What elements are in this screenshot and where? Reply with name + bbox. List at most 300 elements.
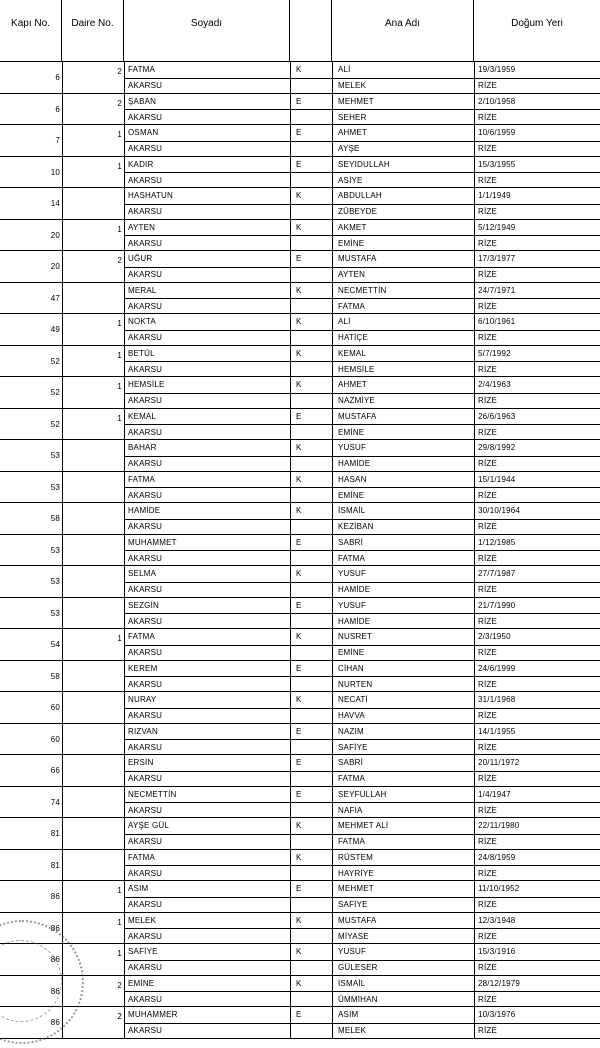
row-divider bbox=[124, 78, 600, 79]
mother-name: FATMA bbox=[338, 774, 366, 783]
gender: K bbox=[296, 915, 302, 925]
kapi-no: 60 bbox=[50, 734, 60, 744]
table-row bbox=[0, 629, 600, 661]
daire-no: 2 bbox=[117, 256, 122, 265]
father-name: NECATİ bbox=[338, 695, 368, 704]
mother-name: AYŞE bbox=[338, 144, 360, 153]
row-divider bbox=[124, 676, 600, 677]
table-row bbox=[0, 472, 600, 504]
father-name: İSMAİL bbox=[338, 506, 366, 515]
gender: K bbox=[296, 947, 302, 956]
birth-date: 10/6/1959 bbox=[478, 128, 516, 137]
column-divider bbox=[124, 661, 125, 693]
birth-date: 2/10/1958 bbox=[478, 96, 516, 106]
birth-place: RİZE bbox=[478, 868, 498, 878]
column-divider bbox=[474, 94, 475, 126]
kapi-no: 53 bbox=[50, 608, 60, 618]
column-divider bbox=[124, 220, 125, 252]
mother-name: MİYASE bbox=[338, 931, 369, 941]
column-divider bbox=[290, 661, 291, 693]
table-row bbox=[0, 188, 600, 220]
column-divider bbox=[474, 1007, 475, 1039]
birth-date: 1/1/1949 bbox=[478, 191, 511, 200]
column-divider bbox=[290, 157, 291, 189]
birth-place: RİZE bbox=[478, 238, 498, 248]
column-divider bbox=[332, 566, 333, 598]
column-divider bbox=[62, 314, 63, 346]
birth-place: RİZE bbox=[478, 270, 498, 279]
gender: E bbox=[296, 128, 302, 137]
column-divider bbox=[62, 881, 63, 913]
mother-name: FATMA bbox=[338, 301, 366, 311]
column-divider bbox=[474, 62, 475, 94]
header-cinsiyet bbox=[290, 0, 332, 62]
daire-no: 2 bbox=[117, 1012, 122, 1021]
column-divider bbox=[290, 1007, 291, 1039]
gender: E bbox=[296, 96, 302, 106]
column-divider bbox=[332, 692, 333, 724]
surname: AKARSU bbox=[128, 774, 163, 783]
kapi-no: 53 bbox=[50, 451, 60, 460]
father-name: NAZIM bbox=[338, 726, 364, 736]
column-divider bbox=[474, 125, 475, 157]
column-divider bbox=[290, 94, 291, 126]
birth-date: 22/11/1980 bbox=[478, 821, 520, 830]
mother-name: HAMİDE bbox=[338, 585, 371, 594]
header-soyadi: Soyadı bbox=[124, 0, 290, 62]
column-divider bbox=[332, 503, 333, 535]
column-divider bbox=[332, 125, 333, 157]
mother-name: ZÜBEYDE bbox=[338, 207, 378, 216]
first-name: ASIM bbox=[128, 884, 149, 893]
first-name: FATMA bbox=[128, 474, 156, 484]
father-name: MUSTAFA bbox=[338, 915, 377, 925]
surname: AKARSU bbox=[128, 742, 163, 752]
mother-name: SAFİYE bbox=[338, 900, 368, 909]
gender: E bbox=[296, 726, 302, 736]
mother-name: HATİÇE bbox=[338, 333, 368, 342]
row-divider bbox=[124, 298, 600, 299]
kapi-no: 6 bbox=[55, 104, 60, 114]
birth-date: 1/4/1947 bbox=[478, 789, 511, 799]
father-name: ASIM bbox=[338, 1010, 359, 1019]
father-name: YUSUF bbox=[338, 600, 367, 610]
daire-no: 1 bbox=[117, 224, 122, 234]
surname: AKARSU bbox=[128, 490, 163, 500]
gender: K bbox=[296, 852, 302, 862]
column-divider bbox=[62, 472, 63, 504]
column-divider bbox=[124, 629, 125, 661]
surname: AKARSU bbox=[128, 522, 163, 531]
gender: K bbox=[296, 191, 302, 200]
birth-place: RİZE bbox=[478, 1026, 498, 1035]
birth-place: RİZE bbox=[478, 207, 498, 216]
kapi-no: 86 bbox=[50, 1018, 60, 1027]
column-divider bbox=[474, 755, 475, 787]
header-kapi-no: Kapı No. bbox=[0, 0, 62, 62]
column-divider bbox=[290, 377, 291, 409]
first-name: ERSİN bbox=[128, 758, 154, 767]
birth-place: RİZE bbox=[478, 585, 498, 594]
header-dogum-yeri: Doğum Yeri bbox=[474, 0, 600, 62]
table-row bbox=[0, 535, 600, 567]
kapi-no: 20 bbox=[50, 262, 60, 271]
column-divider bbox=[332, 188, 333, 220]
column-divider bbox=[474, 598, 475, 630]
birth-place: RİZE bbox=[478, 175, 498, 185]
mother-name: MELEK bbox=[338, 1026, 367, 1035]
father-name: MEHMET ALİ bbox=[338, 821, 389, 830]
column-divider bbox=[124, 94, 125, 126]
column-divider bbox=[474, 346, 475, 378]
father-name: AHMET bbox=[338, 380, 367, 389]
birth-place: RİZE bbox=[478, 144, 498, 153]
column-divider bbox=[62, 850, 63, 882]
birth-date: 10/3/1976 bbox=[478, 1010, 516, 1019]
column-divider bbox=[332, 913, 333, 945]
birth-date: 11/10/1952 bbox=[478, 884, 520, 893]
table-row bbox=[0, 944, 600, 976]
table-row bbox=[0, 409, 600, 441]
column-divider bbox=[474, 283, 475, 315]
column-divider bbox=[124, 314, 125, 346]
table-row bbox=[0, 346, 600, 378]
column-divider bbox=[332, 251, 333, 283]
birth-date: 29/8/1992 bbox=[478, 443, 516, 452]
row-divider bbox=[124, 487, 600, 488]
column-divider bbox=[290, 62, 291, 94]
kapi-no: 54 bbox=[50, 640, 60, 649]
row-divider bbox=[124, 582, 600, 583]
gender: K bbox=[296, 380, 302, 389]
column-divider bbox=[474, 850, 475, 882]
first-name: FATMA bbox=[128, 852, 156, 862]
table-row bbox=[0, 377, 600, 409]
daire-no: 1 bbox=[117, 886, 122, 895]
table-row bbox=[0, 818, 600, 850]
table-row bbox=[0, 157, 600, 189]
birth-place: RİZE bbox=[478, 900, 498, 909]
father-name: YUSUF bbox=[338, 443, 367, 452]
surname: AKARSU bbox=[128, 837, 163, 846]
surname: AKARSU bbox=[128, 459, 163, 468]
gender: K bbox=[296, 569, 302, 578]
mother-name: FATMA bbox=[338, 837, 366, 846]
column-divider bbox=[332, 661, 333, 693]
table-row bbox=[0, 598, 600, 630]
column-divider bbox=[124, 251, 125, 283]
column-divider bbox=[474, 566, 475, 598]
column-divider bbox=[124, 283, 125, 315]
mother-name: FATMA bbox=[338, 553, 366, 563]
first-name: MERAL bbox=[128, 285, 157, 295]
birth-date: 5/7/1992 bbox=[478, 348, 511, 358]
table-row bbox=[0, 566, 600, 598]
column-divider bbox=[124, 440, 125, 472]
row-divider bbox=[124, 897, 600, 898]
surname: AKARSU bbox=[128, 648, 163, 657]
birth-place: RİZE bbox=[478, 396, 498, 405]
kapi-no: 10 bbox=[50, 167, 60, 177]
birth-date: 24/6/1999 bbox=[478, 663, 516, 673]
gender: E bbox=[296, 159, 302, 169]
column-divider bbox=[474, 188, 475, 220]
gender: E bbox=[296, 758, 302, 767]
birth-place: RİZE bbox=[478, 805, 498, 815]
column-divider bbox=[474, 661, 475, 693]
birth-date: 27/7/1987 bbox=[478, 569, 516, 578]
first-name: KADIR bbox=[128, 159, 154, 169]
table-row bbox=[0, 976, 600, 1008]
column-divider bbox=[124, 1007, 125, 1039]
kapi-no: 52 bbox=[50, 356, 60, 366]
father-name: SEYIDULLAH bbox=[338, 159, 390, 169]
column-divider bbox=[124, 850, 125, 882]
first-name: AYTEN bbox=[128, 222, 156, 232]
row-divider bbox=[124, 550, 600, 551]
table-row bbox=[0, 881, 600, 913]
column-divider bbox=[332, 94, 333, 126]
gender: E bbox=[296, 884, 302, 893]
kapi-no: 81 bbox=[50, 829, 60, 838]
column-divider bbox=[290, 125, 291, 157]
surname: AKARSU bbox=[128, 1026, 163, 1035]
column-divider bbox=[474, 503, 475, 535]
mother-name: HEMSİLE bbox=[338, 364, 375, 374]
row-divider bbox=[124, 739, 600, 740]
surname: AKARSU bbox=[128, 994, 163, 1004]
mother-name: ASİYE bbox=[338, 175, 363, 185]
birth-date: 20/11/1972 bbox=[478, 758, 520, 767]
father-name: RÜSTEM bbox=[338, 852, 373, 862]
column-divider bbox=[332, 976, 333, 1008]
column-divider bbox=[474, 913, 475, 945]
birth-date: 31/1/1968 bbox=[478, 695, 516, 704]
father-name: ALİ bbox=[338, 65, 351, 74]
first-name: FATMA bbox=[128, 632, 156, 641]
first-name: HEMSİLE bbox=[128, 380, 165, 389]
birth-date: 14/1/1955 bbox=[478, 726, 516, 736]
column-divider bbox=[290, 409, 291, 441]
father-name: YUSUF bbox=[338, 947, 367, 956]
daire-no: 1 bbox=[117, 413, 122, 423]
father-name: MEHMET bbox=[338, 884, 374, 893]
column-divider bbox=[290, 283, 291, 315]
birth-place: RİZE bbox=[478, 648, 498, 657]
column-divider bbox=[290, 535, 291, 567]
column-divider bbox=[290, 944, 291, 976]
row-divider bbox=[124, 204, 600, 205]
column-divider bbox=[62, 157, 63, 189]
daire-no: 1 bbox=[117, 350, 122, 360]
column-divider bbox=[62, 62, 63, 94]
daire-no: 2 bbox=[117, 67, 122, 76]
column-divider bbox=[332, 346, 333, 378]
column-divider bbox=[62, 503, 63, 535]
daire-no: 1 bbox=[117, 382, 122, 391]
kapi-no: 86 bbox=[50, 986, 60, 996]
column-divider bbox=[124, 535, 125, 567]
surname: AKARSU bbox=[128, 144, 163, 153]
table-row bbox=[0, 283, 600, 315]
column-divider bbox=[474, 944, 475, 976]
column-divider bbox=[124, 157, 125, 189]
column-divider bbox=[124, 409, 125, 441]
column-divider bbox=[332, 440, 333, 472]
father-name: MEHMET bbox=[338, 96, 374, 106]
daire-no: 1 bbox=[117, 917, 122, 927]
kapi-no: 53 bbox=[50, 577, 60, 586]
column-divider bbox=[332, 535, 333, 567]
column-divider bbox=[62, 598, 63, 630]
column-divider bbox=[62, 787, 63, 819]
father-name: YUSUF bbox=[338, 569, 367, 578]
gender: K bbox=[296, 348, 302, 358]
row-divider bbox=[124, 991, 600, 992]
column-divider bbox=[124, 913, 125, 945]
column-divider bbox=[124, 566, 125, 598]
column-divider bbox=[474, 220, 475, 252]
column-divider bbox=[332, 944, 333, 976]
mother-name: HAYRİYE bbox=[338, 868, 374, 878]
row-divider bbox=[124, 834, 600, 835]
row-divider bbox=[124, 645, 600, 646]
surname: AKARSU bbox=[128, 81, 163, 90]
gender: E bbox=[296, 663, 302, 673]
header-daire-no: Daire No. bbox=[62, 0, 124, 62]
column-divider bbox=[474, 377, 475, 409]
father-name: MUSTAFA bbox=[338, 254, 377, 263]
birth-place: RİZE bbox=[478, 679, 498, 689]
column-divider bbox=[474, 881, 475, 913]
column-divider bbox=[474, 976, 475, 1008]
surname: AKARSU bbox=[128, 364, 163, 374]
column-divider bbox=[124, 724, 125, 756]
birth-date: 19/3/1959 bbox=[478, 65, 516, 74]
kapi-no: 53 bbox=[50, 545, 60, 555]
column-divider bbox=[332, 157, 333, 189]
birth-date: 24/8/1959 bbox=[478, 852, 516, 862]
mother-name: ÜMMİHAN bbox=[338, 994, 378, 1004]
row-divider bbox=[124, 519, 600, 520]
mother-name: SAFİYE bbox=[338, 742, 368, 752]
column-divider bbox=[124, 125, 125, 157]
kapi-no: 53 bbox=[50, 482, 60, 492]
kapi-no: 60 bbox=[50, 703, 60, 712]
father-name: SABRİ bbox=[338, 537, 364, 547]
column-divider bbox=[124, 377, 125, 409]
father-name: CİHAN bbox=[338, 663, 364, 673]
mother-name: MELEK bbox=[338, 81, 367, 90]
table-row bbox=[0, 251, 600, 283]
surname: AKARSU bbox=[128, 900, 163, 909]
surname: AKARSU bbox=[128, 333, 163, 342]
kapi-no: 81 bbox=[50, 860, 60, 870]
first-name: FATMA bbox=[128, 65, 156, 74]
mother-name: EMİNE bbox=[338, 238, 365, 248]
column-divider bbox=[124, 976, 125, 1008]
birth-place: RİZE bbox=[478, 333, 498, 342]
column-divider bbox=[124, 598, 125, 630]
kapi-no: 52 bbox=[50, 419, 60, 429]
column-divider bbox=[290, 598, 291, 630]
gender: E bbox=[296, 411, 302, 421]
column-divider bbox=[474, 440, 475, 472]
first-name: MUHAMMET bbox=[128, 537, 177, 547]
gender: K bbox=[296, 65, 302, 74]
kapi-no: 58 bbox=[50, 671, 60, 681]
birth-date: 2/4/1963 bbox=[478, 380, 511, 389]
column-divider bbox=[332, 409, 333, 441]
first-name: AYŞE GÜL bbox=[128, 821, 170, 830]
column-divider bbox=[290, 503, 291, 535]
column-divider bbox=[332, 283, 333, 315]
header-ana-adi: Ana Adı bbox=[332, 0, 474, 62]
gender: K bbox=[296, 632, 302, 641]
surname: AKARSU bbox=[128, 963, 163, 972]
column-divider bbox=[332, 62, 333, 94]
column-divider bbox=[62, 188, 63, 220]
column-divider bbox=[474, 724, 475, 756]
column-divider bbox=[290, 251, 291, 283]
row-divider bbox=[124, 393, 600, 394]
column-divider bbox=[290, 913, 291, 945]
row-divider bbox=[124, 109, 600, 110]
column-divider bbox=[290, 692, 291, 724]
surname: AKARSU bbox=[128, 301, 163, 311]
table-row bbox=[0, 913, 600, 945]
column-divider bbox=[332, 1007, 333, 1039]
gender: K bbox=[296, 695, 302, 704]
father-name: HASAN bbox=[338, 474, 367, 484]
birth-place: RİZE bbox=[478, 427, 498, 437]
daire-no: 1 bbox=[117, 634, 122, 643]
row-divider bbox=[124, 172, 600, 173]
row-divider bbox=[124, 802, 600, 803]
column-divider bbox=[474, 157, 475, 189]
mother-name: HAMİDE bbox=[338, 616, 371, 626]
first-name: MUHAMMER bbox=[128, 1010, 178, 1019]
table-row bbox=[0, 220, 600, 252]
column-divider bbox=[62, 566, 63, 598]
father-name: ABDULLAH bbox=[338, 191, 382, 200]
column-divider bbox=[62, 94, 63, 126]
birth-place: RİZE bbox=[478, 522, 498, 531]
row-divider bbox=[124, 1023, 600, 1024]
column-divider bbox=[62, 283, 63, 315]
column-divider bbox=[332, 850, 333, 882]
first-name: UĞUR bbox=[128, 254, 153, 263]
birth-date: 17/3/1977 bbox=[478, 254, 516, 263]
row-divider bbox=[124, 771, 600, 772]
kapi-no: 58 bbox=[50, 514, 60, 523]
daire-no: 2 bbox=[117, 980, 122, 990]
birth-date: 12/3/1948 bbox=[478, 915, 516, 925]
kapi-no: 14 bbox=[50, 199, 60, 208]
father-name: ALİ bbox=[338, 317, 351, 326]
column-divider bbox=[474, 535, 475, 567]
table-row bbox=[0, 1007, 600, 1039]
birth-date: 6/10/1961 bbox=[478, 317, 516, 326]
daire-no: 1 bbox=[117, 161, 122, 171]
column-divider bbox=[332, 818, 333, 850]
row-divider bbox=[124, 708, 600, 709]
gender: E bbox=[296, 789, 302, 799]
column-divider bbox=[124, 62, 125, 94]
first-name: NECMETTİN bbox=[128, 789, 177, 799]
birth-place: RİZE bbox=[478, 301, 498, 311]
column-divider bbox=[62, 125, 63, 157]
